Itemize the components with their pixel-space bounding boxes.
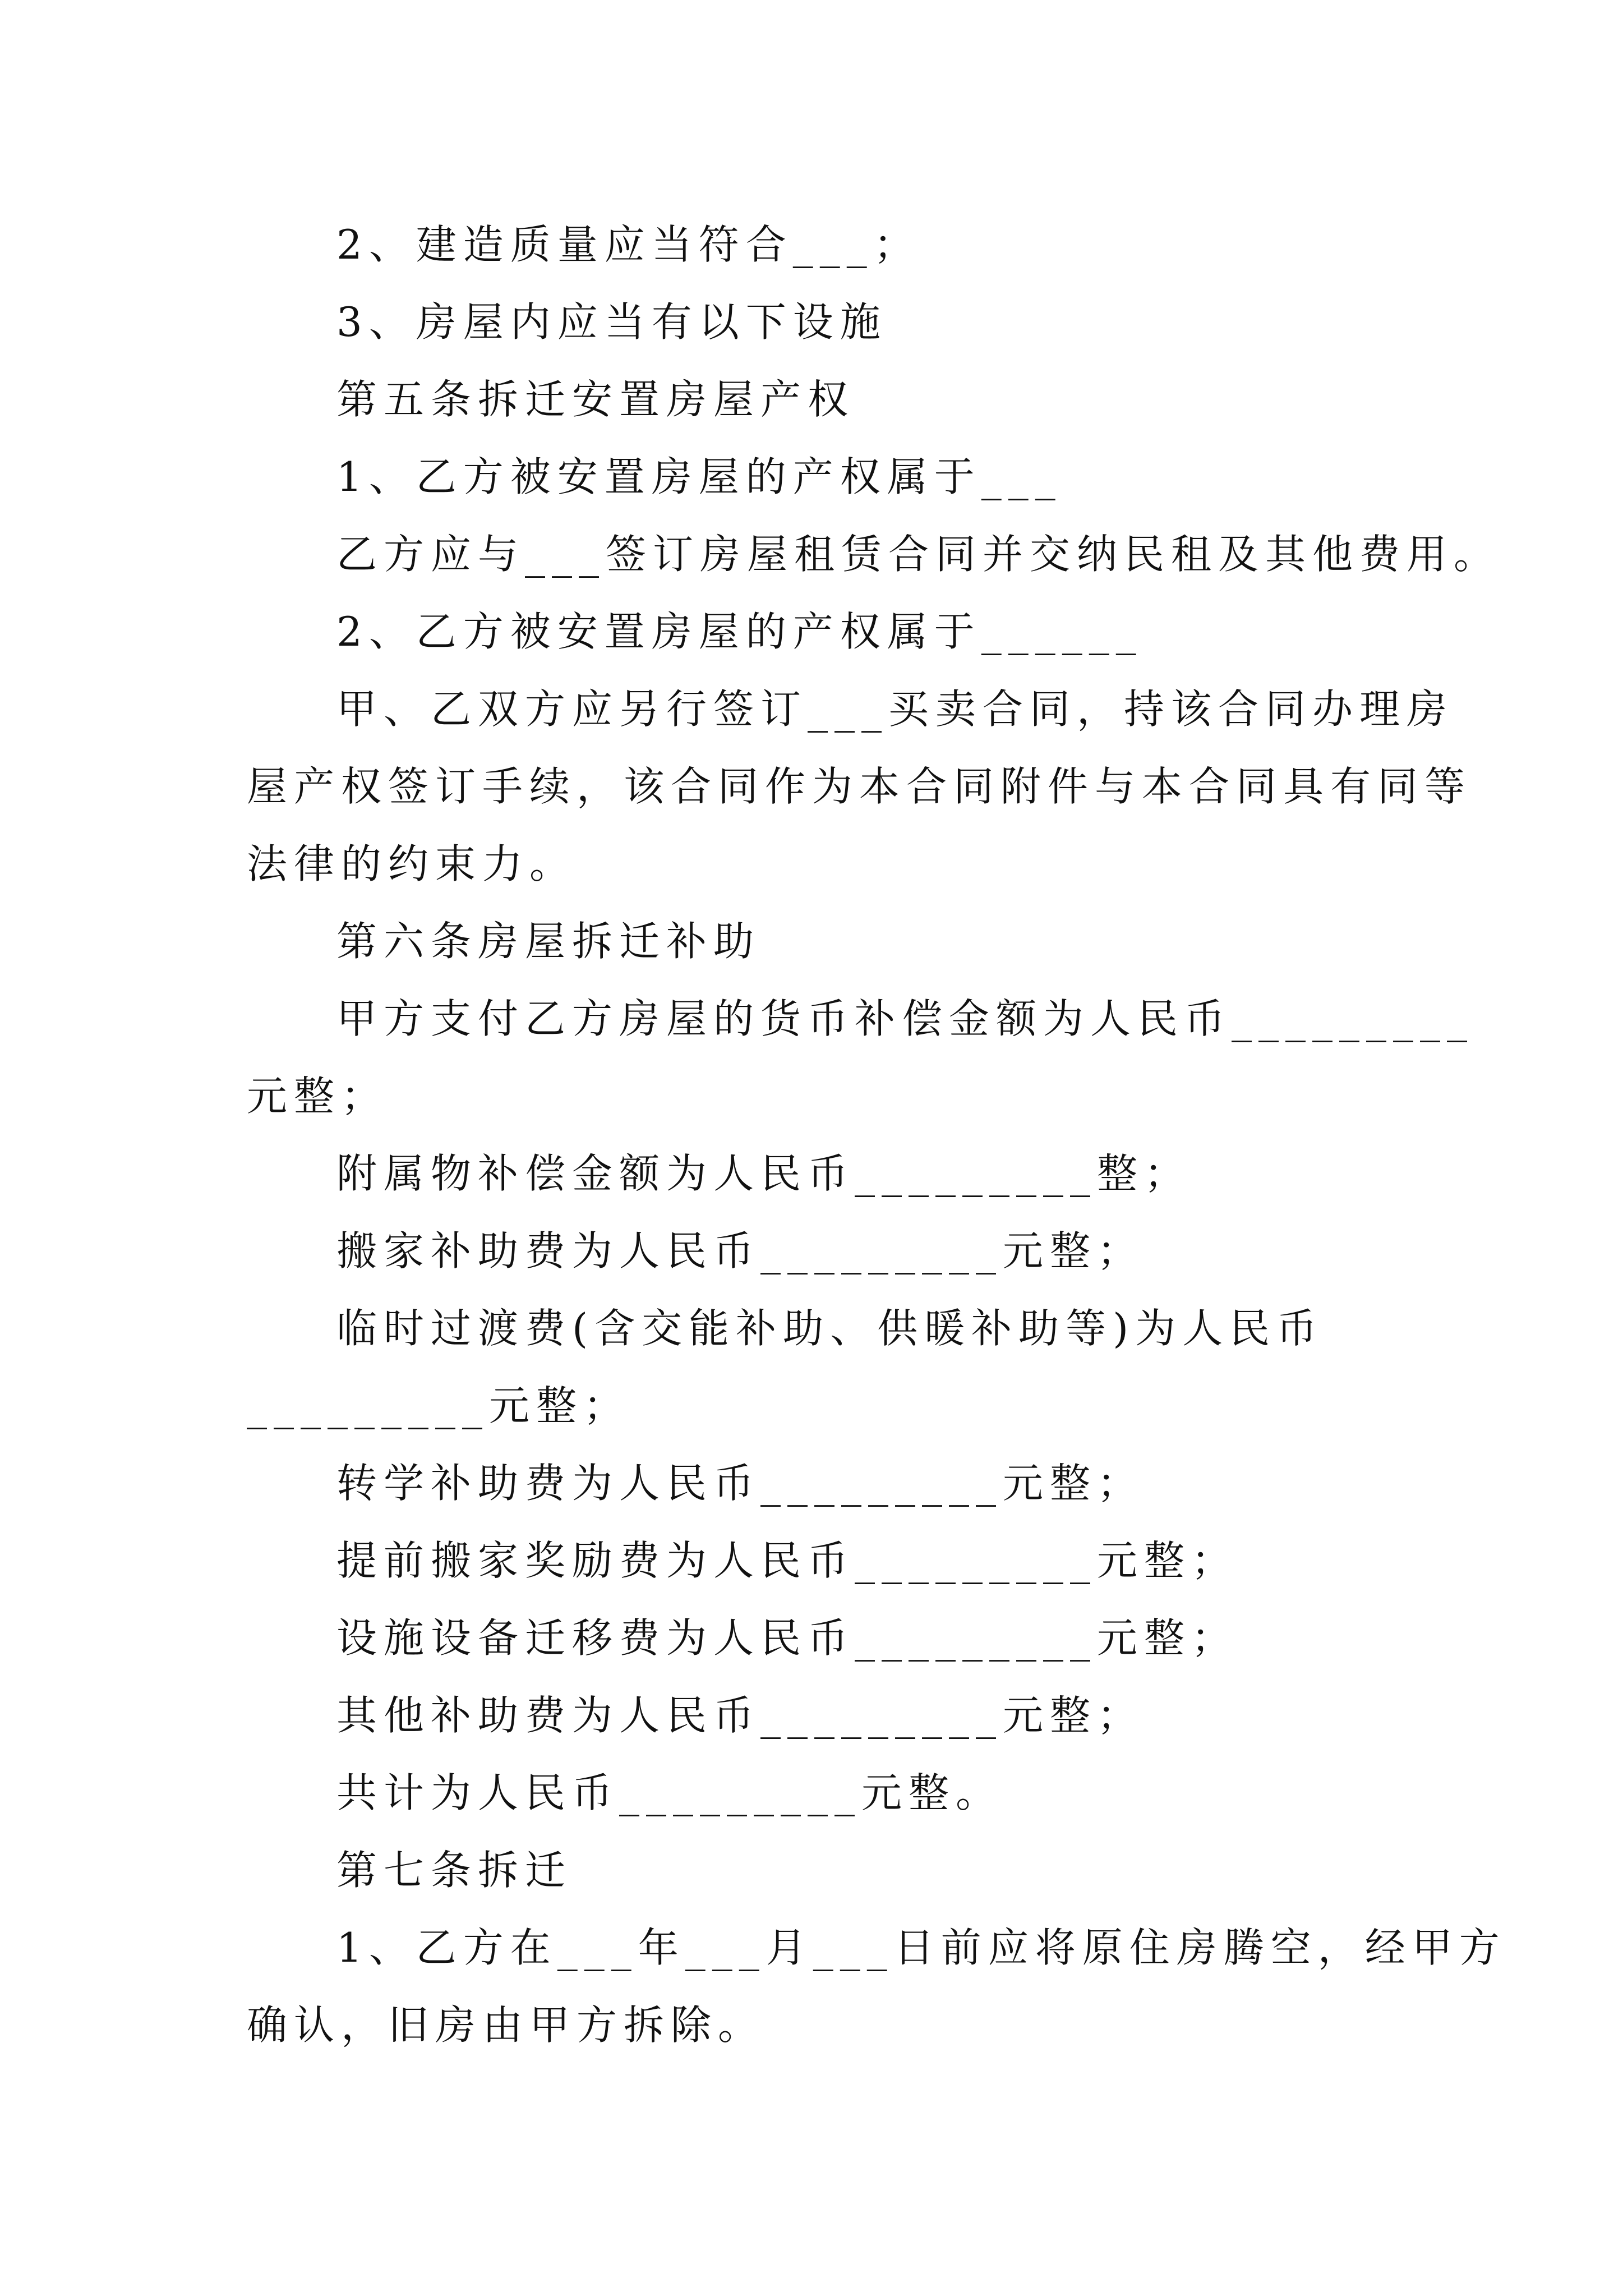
text-line: 搬家补助费为人民币_________元整； bbox=[336, 1227, 1145, 1274]
text-line: 提前搬家奖励费为人民币_________元整； bbox=[336, 1537, 1239, 1584]
section-heading: 第七条拆迁 bbox=[336, 1847, 573, 1894]
text-line: _________元整； bbox=[247, 1382, 631, 1429]
section-heading: 第六条房屋拆迁补助 bbox=[336, 918, 761, 965]
text-line: 乙方应与___签订房屋租赁合同并交纳民租及其他费用。 bbox=[336, 531, 1501, 578]
text-line: 其他补助费为人民币_________元整； bbox=[336, 1692, 1145, 1739]
text-line: 共计为人民币_________元整。 bbox=[336, 1769, 1003, 1816]
text-line: 1、乙方在___年___月___日前应将原住房腾空，经甲方 bbox=[336, 1924, 1506, 1971]
text-line: 甲、乙双方应另行签订___买卖合同，持该合同办理房 bbox=[336, 685, 1454, 733]
text-line: 屋产权签订手续，该合同作为本合同附件与本合同具有同等 bbox=[247, 763, 1472, 810]
section-heading: 第五条拆迁安置房屋产权 bbox=[336, 376, 855, 423]
text-line: 法律的约束力。 bbox=[247, 840, 577, 887]
text-line: 2、建造质量应当符合___； bbox=[336, 221, 921, 268]
text-line: 附属物补偿金额为人民币_________整； bbox=[336, 1150, 1192, 1197]
text-line: 1、乙方被安置房屋的产权属于___ bbox=[336, 453, 1062, 500]
text-line: 确认，旧房由甲方拆除。 bbox=[247, 2001, 766, 2049]
text-line: 2、乙方被安置房屋的产权属于______ bbox=[336, 608, 1143, 655]
text-line: 甲方支付乙方房屋的货币补偿金额为人民币_________ bbox=[336, 995, 1474, 1042]
text-line: 临时过渡费(含交能补助、供暖补助等)为人民币 bbox=[336, 1305, 1324, 1352]
text-line: 转学补助费为人民币_________元整； bbox=[336, 1460, 1145, 1507]
text-line: 元整； bbox=[247, 1073, 389, 1120]
text-line: 设施设备迁移费为人民币_________元整； bbox=[336, 1614, 1239, 1662]
text-line: 3、房屋内应当有以下设施 bbox=[336, 298, 887, 346]
